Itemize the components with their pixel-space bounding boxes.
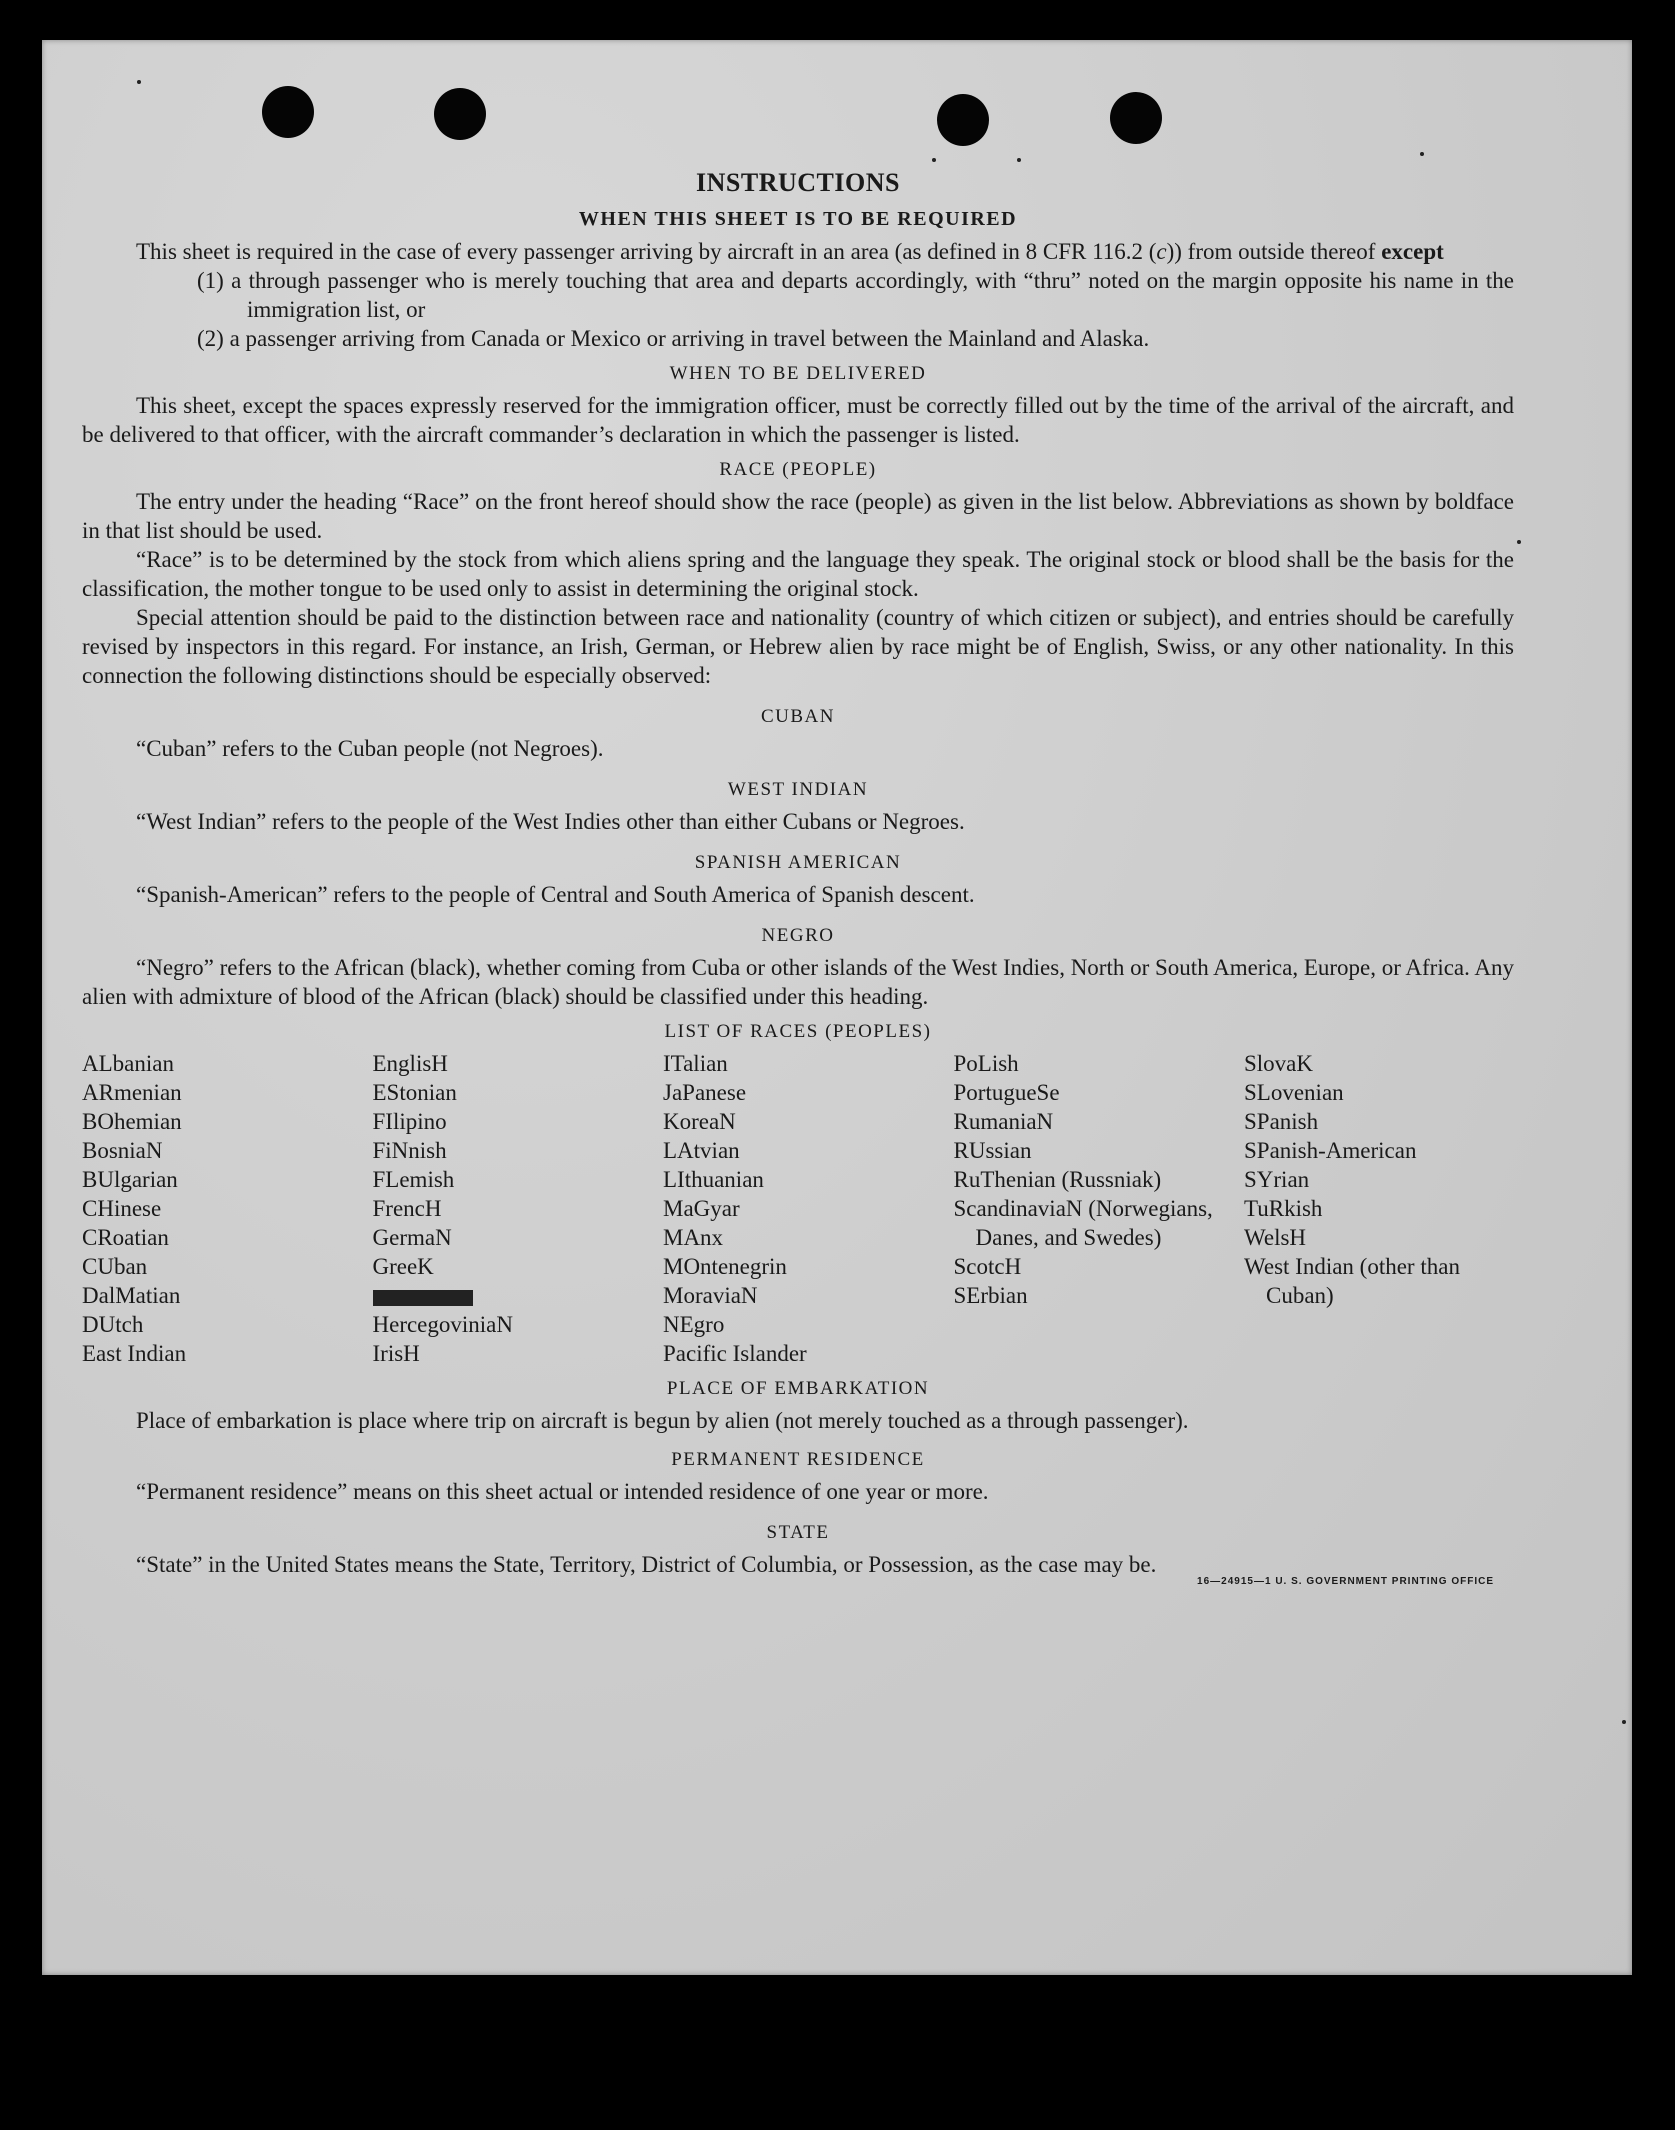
race-list-item: RuThenian (Russniak) <box>953 1167 1162 1192</box>
negro-text: “Negro” refers to the African (black), whether coming from Cuba or other islands of the West Indies, North or South America, Europe, or Africa. Any alien with admixture of blood of the African (black) should be classified under this heading. <box>82 955 1514 1009</box>
page-title: INSTRUCTIONS <box>696 168 900 197</box>
punch-hole <box>937 94 989 146</box>
race-column-3 <box>663 1049 933 1368</box>
race-list-item: TuRkish <box>1244 1196 1323 1221</box>
race-list-item: ScotcH <box>953 1254 1022 1279</box>
race-paragraph-1: The entry under the heading “Race” on the front hereof should show the race (people) as given in the list below. Abbreviations as shown by boldface in that list should be used. <box>82 489 1514 543</box>
race-list-item: SPanish-American <box>1244 1138 1417 1163</box>
race-list-item: GermaN <box>372 1225 452 1250</box>
embarkation-text: Place of embarkation is place where trip on aircraft is begun by alien (not merely touched as a through passenger). <box>136 1408 1189 1433</box>
section-heading-state: STATE <box>766 1522 830 1543</box>
race-list-item: ScandinaviaN (Norwegians, Danes, and Swedes) <box>953 1196 1213 1250</box>
race-list-item: FIlipino <box>372 1109 447 1134</box>
race-list-item <box>373 1281 643 1310</box>
section-heading-delivered: WHEN TO BE DELIVERED <box>669 363 927 384</box>
race-list-item: LAtvian <box>663 1138 740 1163</box>
race-column-2 <box>373 1049 643 1368</box>
race-list-item: IrisH <box>372 1341 420 1366</box>
race-list-item: RUssian <box>953 1138 1032 1163</box>
section-heading-residence: PERMANENT RESIDENCE <box>671 1449 925 1470</box>
section-heading-required: WHEN THIS SHEET IS TO BE REQUIRED <box>578 208 1018 230</box>
race-list-item: EStonian <box>372 1080 457 1105</box>
required-item-2: (2) a passenger arriving from Canada or Mexico or arriving in travel between the Mainland and Alaska. <box>197 326 1150 351</box>
race-list-item: East Indian <box>82 1341 187 1366</box>
race-list-item: EnglisH <box>372 1051 448 1076</box>
race-list-item: PoLish <box>953 1051 1019 1076</box>
section-heading-embarkation: PLACE OF EMBARKATION <box>666 1378 930 1399</box>
punch-hole <box>434 88 486 140</box>
race-list-item: BOhemian <box>82 1109 182 1134</box>
spanish-american-text: “Spanish-American” refers to the people of Central and South America of Spanish descent. <box>136 882 975 907</box>
race-list-item: CRoatian <box>82 1225 169 1250</box>
instructions-content <box>82 168 1514 1589</box>
race-list <box>82 1049 1514 1368</box>
section-heading-negro: NEGRO <box>761 925 835 946</box>
race-list-item: ITalian <box>663 1051 728 1076</box>
race-list-item: BosniaN <box>82 1138 163 1163</box>
race-column-4 <box>954 1049 1224 1368</box>
race-list-item: DUtch <box>82 1312 144 1337</box>
speck <box>1420 152 1424 156</box>
race-list-item: KoreaN <box>663 1109 736 1134</box>
section-heading-race-list: LIST OF RACES (PEOPLES) <box>664 1021 932 1042</box>
speck <box>1517 540 1521 544</box>
race-list-item: SErbian <box>953 1283 1028 1308</box>
west-indian-text: “West Indian” refers to the people of the West Indies other than either Cubans or Negroes. <box>136 809 965 834</box>
state-text: “State” in the United States means the State, Territory, District of Columbia, or Possession, as the case may be. <box>136 1552 1157 1577</box>
race-list-item: West Indian (other than Cuban) <box>1244 1254 1460 1308</box>
race-list-item: MaGyar <box>663 1196 740 1221</box>
speck <box>1622 1720 1626 1724</box>
section-heading-spanish-american: SPANISH AMERICAN <box>694 852 902 873</box>
delivered-text: This sheet, except the spaces expressly reserved for the immigration officer, must be correctly filled out by the time of the arrival of the aircraft, and be delivered to that officer, with the aircraft commander’s declaration in which the passenger is listed. <box>82 393 1514 447</box>
race-list-item: CUban <box>82 1254 148 1279</box>
race-list-item: LIthuanian <box>663 1167 764 1192</box>
section-heading-cuban: CUBAN <box>760 706 835 727</box>
race-column-5 <box>1244 1049 1514 1368</box>
race-list-item: FiNnish <box>372 1138 447 1163</box>
race-list-item: MAnx <box>663 1225 724 1250</box>
race-list-item: CHinese <box>82 1196 162 1221</box>
race-list-item: SlovaK <box>1244 1051 1313 1076</box>
race-list-item: MoraviaN <box>663 1283 758 1308</box>
punch-hole <box>262 86 314 138</box>
required-intro: This sheet is required in the case of every passenger arriving by aircraft in an area (as defined in 8 CFR 116.2 (c)) from outside thereof except <box>136 239 1444 264</box>
cuban-text: “Cuban” refers to the Cuban people (not Negroes). <box>136 736 604 761</box>
punch-hole <box>1110 92 1162 144</box>
race-list-item: DalMatian <box>82 1283 181 1308</box>
race-list-item: GreeK <box>372 1254 434 1279</box>
race-list-item: PortugueSe <box>953 1080 1060 1105</box>
race-list-item: FrencH <box>372 1196 442 1221</box>
race-list-item: NEgro <box>663 1312 725 1337</box>
race-list-item: FLemish <box>372 1167 455 1192</box>
printer-mark: 16—24915—1 U. S. GOVERNMENT PRINTING OFFICE <box>1197 1576 1494 1587</box>
speck <box>932 158 936 162</box>
residence-text: “Permanent residence” means on this sheet actual or intended residence of one year or more. <box>136 1479 989 1504</box>
race-list-item: BUlgarian <box>82 1167 178 1192</box>
race-paragraph-3: Special attention should be paid to the distinction between race and nationality (country of which citizen or subject), and entries should be carefully revised by inspectors in this regard. For instance, an Irish, German, or Hebrew alien by race might be of English, Swiss, or any other nationality. In this connection the following distinctions should be especially observed: <box>82 605 1514 688</box>
race-list-item: Pacific Islander <box>663 1341 807 1366</box>
speck <box>1017 158 1021 162</box>
race-list-item: HercegoviniaN <box>372 1312 513 1337</box>
race-list-item: RumaniaN <box>953 1109 1054 1134</box>
required-item-1: (1) a through passenger who is merely touching that area and departs accordingly, with “thru” noted on the margin opposite his name in the immigration list, or <box>197 268 1514 322</box>
document-sheet <box>42 40 1632 1975</box>
race-list-item: WelsH <box>1244 1225 1307 1250</box>
race-list-item: ALbanian <box>82 1051 174 1076</box>
race-list-item: MOntenegrin <box>663 1254 787 1279</box>
race-list-item: SYrian <box>1244 1167 1310 1192</box>
race-column-1 <box>82 1049 352 1368</box>
race-paragraph-2: “Race” is to be determined by the stock from which aliens spring and the language they speak. The original stock or blood shall be the basis for the classification, the mother tongue to be used only to assist in determining the original stock. <box>82 547 1514 601</box>
race-list-item: JaPanese <box>663 1080 747 1105</box>
section-heading-race: RACE (PEOPLE) <box>719 459 877 480</box>
race-list-item: ARmenian <box>82 1080 182 1105</box>
race-list-item: SLovenian <box>1244 1080 1344 1105</box>
redacted-entry <box>373 1290 473 1306</box>
speck <box>137 80 141 84</box>
section-heading-west-indian: WEST INDIAN <box>727 779 869 800</box>
race-list-item: SPanish <box>1244 1109 1319 1134</box>
